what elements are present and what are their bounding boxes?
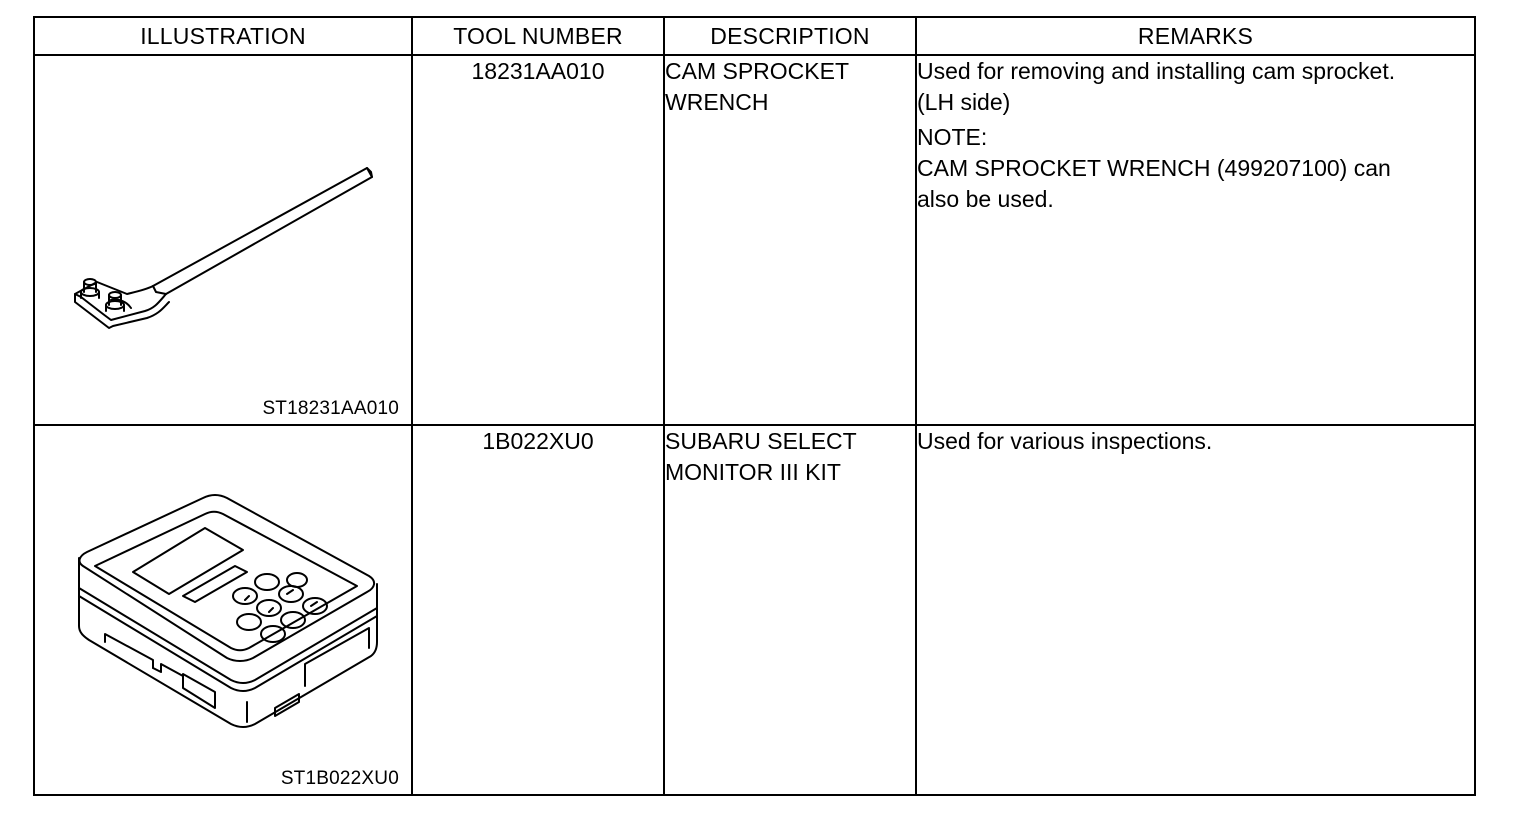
tool-number-cell: [412, 425, 664, 795]
cam-sprocket-wrench-icon: [35, 56, 411, 424]
illustration-code: ST1B022XU0: [280, 768, 399, 789]
illustration-cell: [34, 425, 412, 795]
tool-number: 18231AA010: [471, 58, 605, 84]
table-row: [34, 55, 1475, 425]
description-cell: [664, 425, 916, 795]
note-label: NOTE:: [917, 124, 988, 150]
illustration-cell: [34, 55, 412, 425]
remarks-line: Used for various inspections.: [917, 428, 1213, 454]
note-line: CAM SPROCKET WRENCH (499207100) can: [917, 155, 1391, 181]
remarks-line: (LH side): [917, 89, 1011, 115]
header-tool-number: TOOL NUMBER: [412, 17, 664, 55]
description-line: MONITOR III KIT: [665, 459, 841, 485]
remarks-line: Used for removing and installing cam sprocket.: [917, 58, 1396, 84]
description-line: WRENCH: [665, 89, 769, 115]
description-line: CAM SPROCKET: [665, 58, 850, 84]
description-line: SUBARU SELECT: [665, 428, 857, 454]
description-cell: [664, 55, 916, 425]
header-illustration: ILLUSTRATION: [34, 17, 412, 55]
remarks-cell: [916, 55, 1475, 425]
select-monitor-device-icon: [35, 426, 411, 794]
table-row: [34, 425, 1475, 795]
illustration-code: ST18231AA010: [262, 398, 399, 419]
remarks-cell: [916, 425, 1475, 795]
header-remarks: REMARKS: [916, 17, 1475, 55]
tool-number-cell: [412, 55, 664, 425]
header-description: DESCRIPTION: [664, 17, 916, 55]
special-tools-table: [33, 16, 1476, 796]
tool-number: 1B022XU0: [482, 428, 594, 454]
note-line: also be used.: [917, 186, 1054, 212]
table-header-row: [34, 17, 1475, 55]
